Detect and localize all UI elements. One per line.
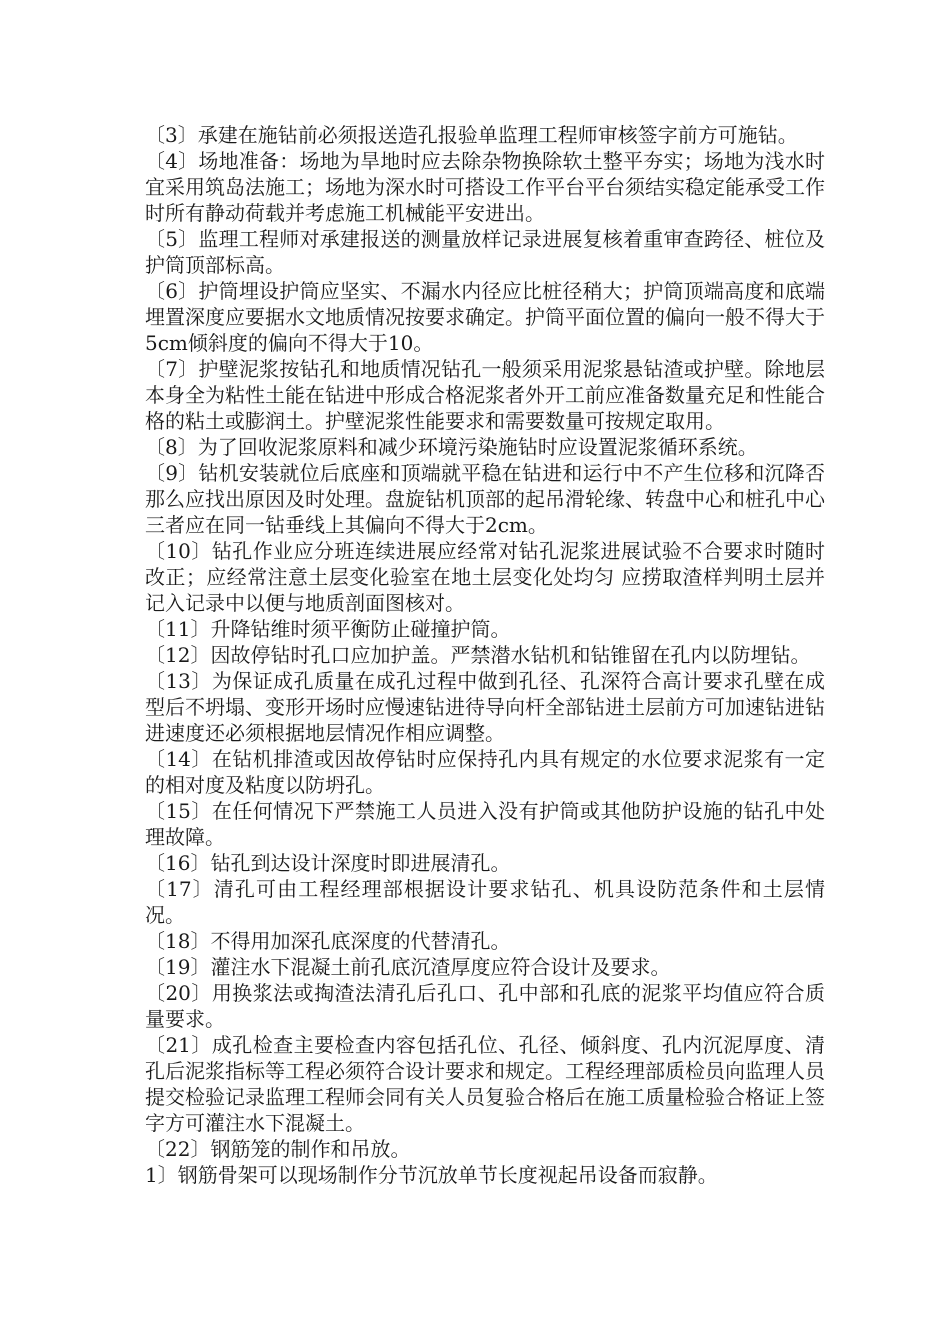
paragraph-17: 〔17〕清孔可由工程经理部根据设计要求钻孔、机具设防范条件和土层情况。 (145, 877, 825, 927)
document-body (145, 122, 825, 1188)
paragraph-16: 〔16〕钻孔到达设计深度时即进展清孔。 (145, 851, 511, 875)
paragraph-13: 〔13〕为保证成孔质量在成孔过程中做到孔径、孔深符合高计要求孔壁在成型后不坍塌、变形开场时应慢速钻进待导向杆全部钻进土层前方可加速钻进钻进速度还必须根据地层情况作相应调整。 (145, 669, 825, 745)
paragraph-12: 〔12〕因故停钻时孔口应加护盖。严禁潜水钻机和钻锥留在孔内以防埋钻。 (145, 643, 811, 667)
paragraph-14: 〔14〕在钻机排渣或因故停钻时应保持孔内具有规定的水位要求泥浆有一定的相对度及粘度以防坍孔。 (145, 747, 825, 797)
paragraph-6: 〔6〕护筒埋设护筒应坚实、不漏水内径应比桩径稍大；护筒顶端高度和底端埋置深度应要据水文地质情况按要求确定。护筒平面位置的偏向一般不得大于5cm倾斜度的偏向不得大于10。 (145, 279, 825, 355)
paragraph-sub-1: 1〕钢筋骨架可以现场制作分节沉放单节长度视起吊设备而寂静。 (145, 1163, 718, 1187)
paragraph-19: 〔19〕灌注水下混凝土前孔底沉渣厚度应符合设计及要求。 (145, 955, 671, 979)
paragraph-20: 〔20〕用换浆法或掏渣法清孔后孔口、孔中部和孔底的泥浆平均值应符合质量要求。 (145, 981, 825, 1031)
paragraph-22: 〔22〕钢筋笼的制作和吊放。 (145, 1137, 411, 1161)
paragraph-8: 〔8〕为了回收泥浆原料和减少环境污染施钻时应设置泥浆循环系统。 (145, 435, 758, 459)
paragraph-11: 〔11〕升降钻维时须平衡防止碰撞护筒。 (145, 617, 511, 641)
paragraph-4: 〔4〕场地准备：场地为旱地时应去除杂物换除软土整平夯实；场地为浅水时宜采用筑岛法施工；场地为深水时可搭设工作平台平台须结实稳定能承受工作时所有静动荷载并考虑施工机械能平安进出。 (145, 149, 825, 225)
paragraph-5: 〔5〕监理工程师对承建报送的测量放样记录进展复核着重审查跨径、桩位及护筒顶部标高。 (145, 227, 825, 277)
paragraph-7: 〔7〕护壁泥浆按钻孔和地质情况钻孔一般须采用泥浆悬钻渣或护壁。除地层本身全为粘性土能在钻进中形成合格泥浆者外开工前应准备数量充足和性能合格的粘土或膨润土。护壁泥浆性能要求和需要数量可按规定取用。 (145, 357, 825, 433)
paragraph-21: 〔21〕成孔检查主要检查内容包括孔位、孔径、倾斜度、孔内沉泥厚度、清孔后泥浆指标等工程必须符合设计要求和规定。工程经理部质检员向监理人员提交检验记录监理工程师会同有关人员复验合格后在施工质量检验合格证上签字方可灌注水下混凝土。 (145, 1033, 825, 1135)
paragraph-10: 〔10〕钻孔作业应分班连续进展应经常对钻孔泥浆进展试验不合要求时随时改正；应经常注意土层变化验室在地土层变化处均匀 应捞取渣样判明土层并记入记录中以便与地质剖面图核对。 (145, 539, 825, 615)
paragraph-15: 〔15〕在任何情况下严禁施工人员进入没有护筒或其他防护设施的钻孔中处理故障。 (145, 799, 825, 849)
paragraph-18: 〔18〕不得用加深孔底深度的代替清孔。 (145, 929, 511, 953)
paragraph-9: 〔9〕钻机安装就位后底座和顶端就平稳在钻进和运行中不产生位移和沉降否那么应找出原因及时处理。盘旋钻机顶部的起吊滑轮缘、转盘中心和桩孔中心三者应在同一钻垂线上其偏向不得大于2cm。 (145, 461, 825, 537)
paragraph-3: 〔3〕承建在施钻前必须报送造孔报验单监理工程师审核签字前方可施钻。 (145, 123, 798, 147)
